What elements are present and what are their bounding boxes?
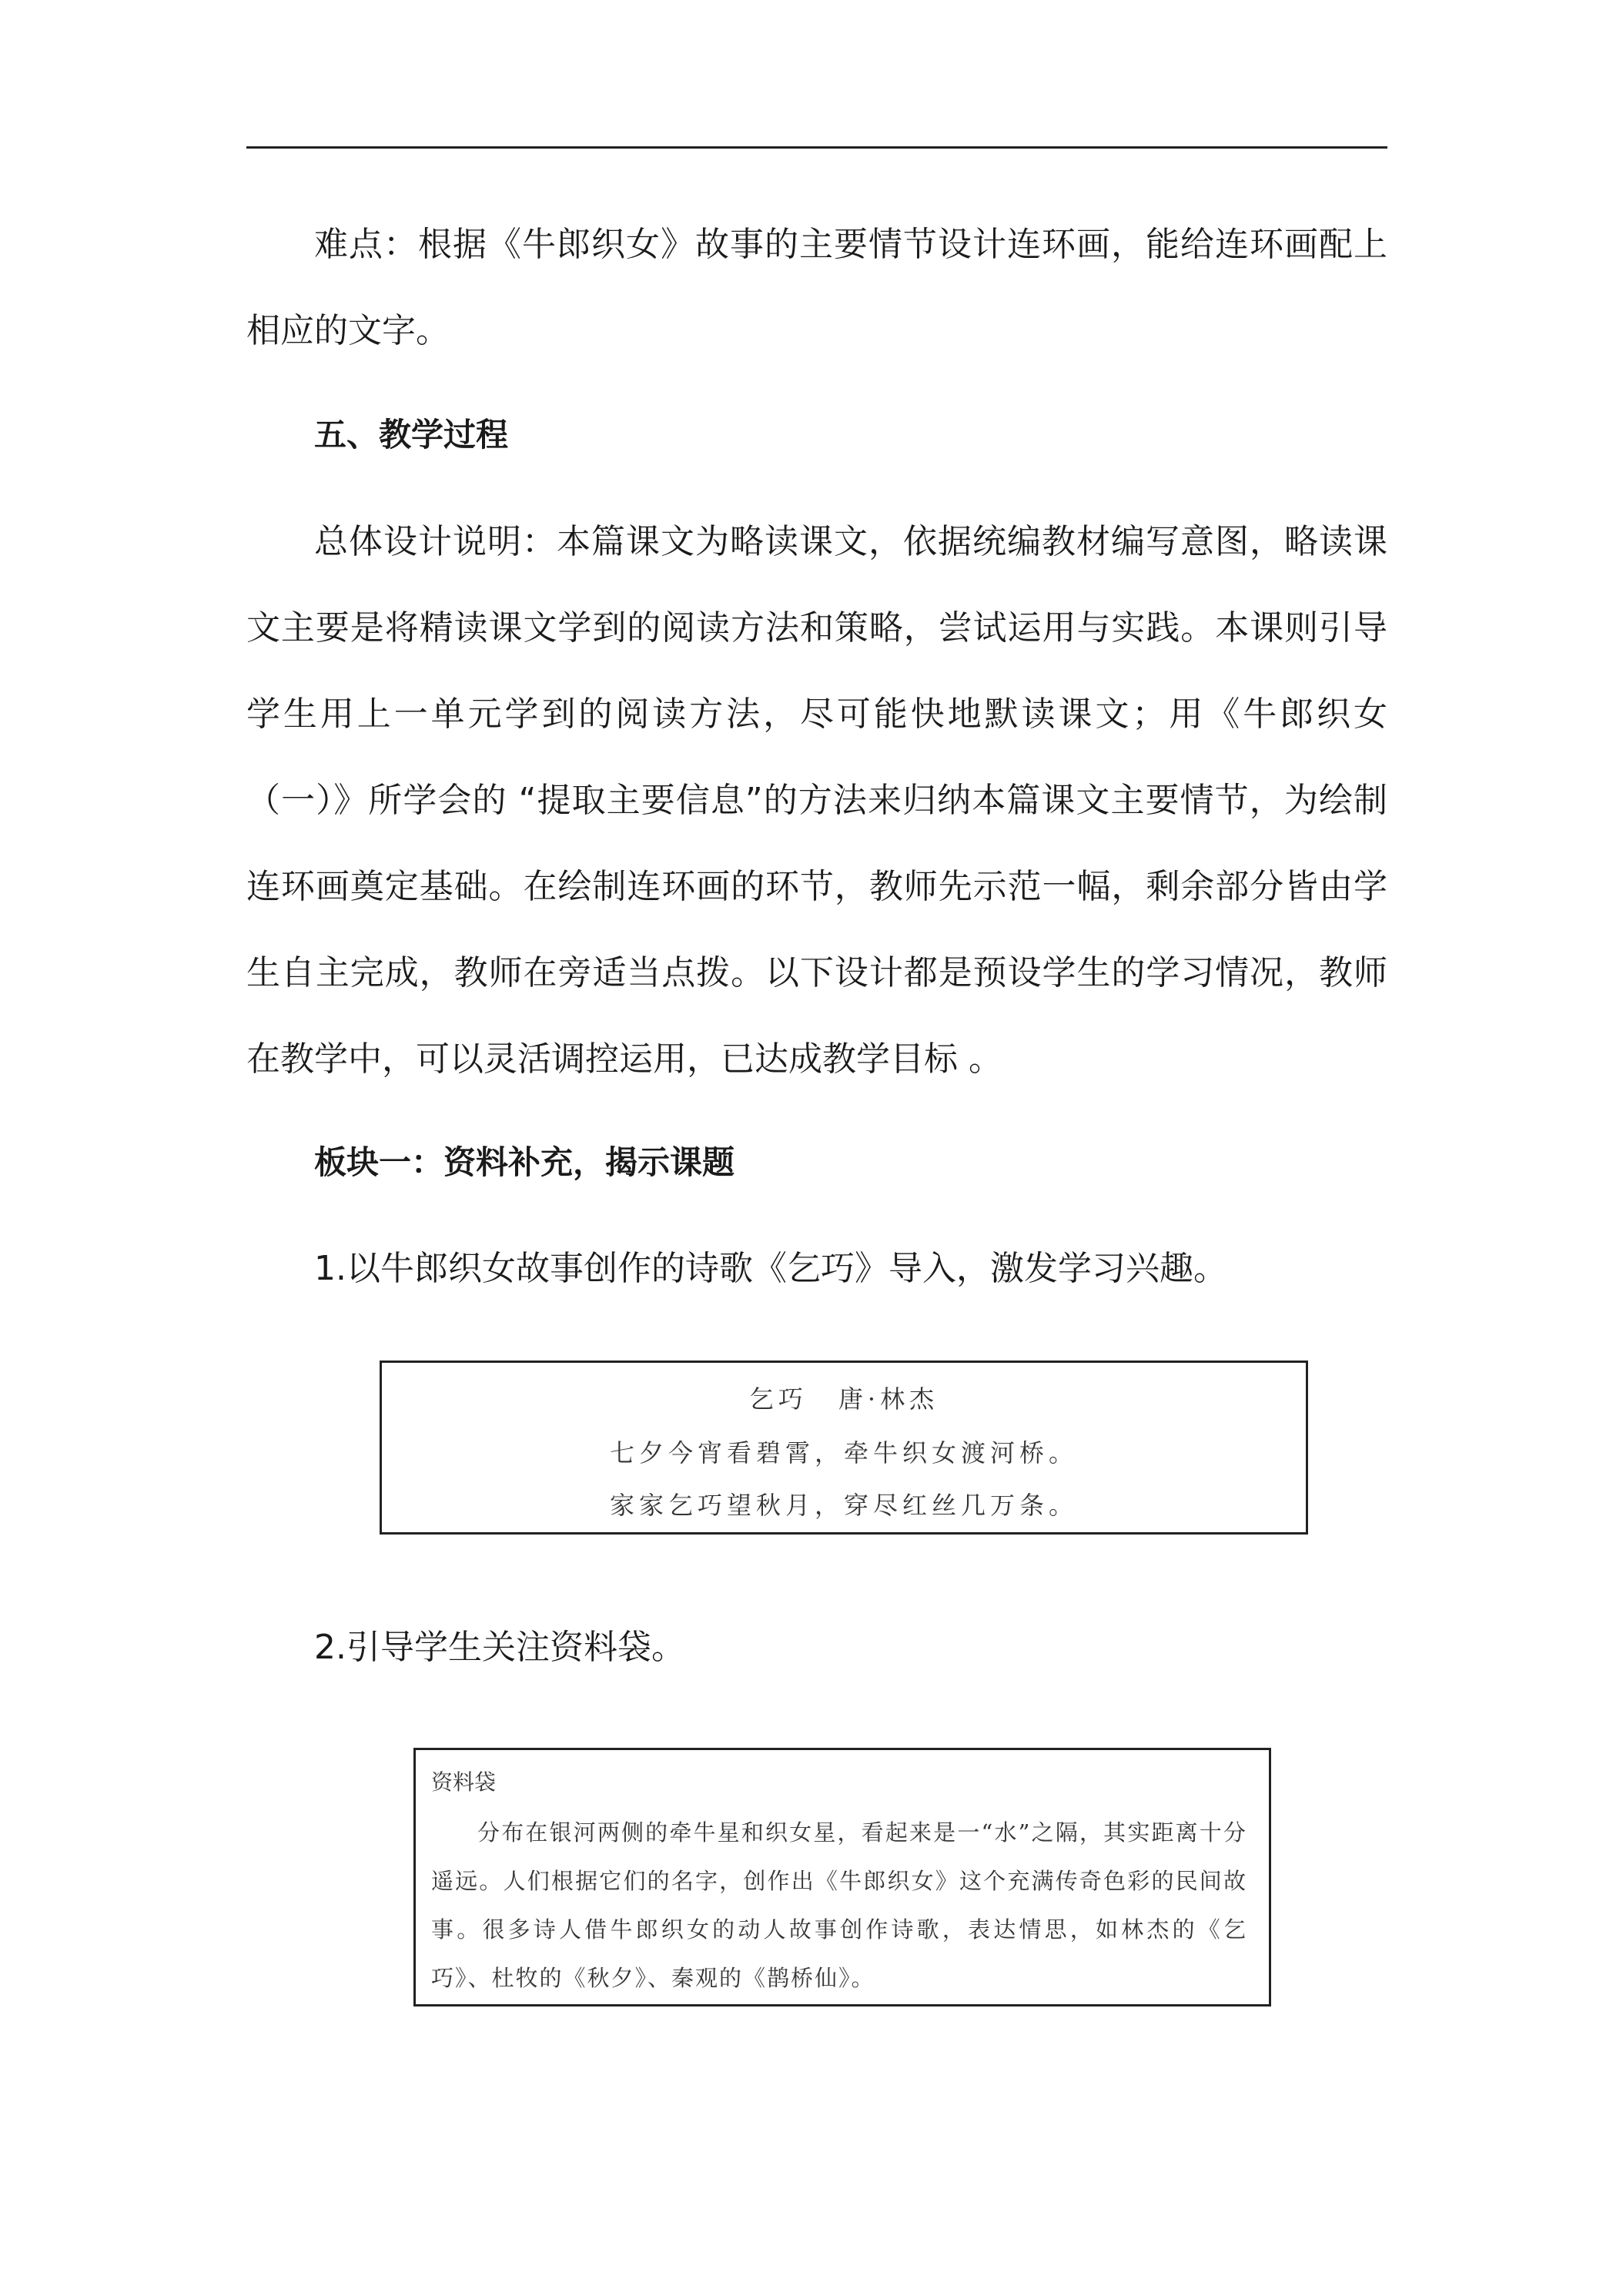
overall-design-paragraph: 总体设计说明：本篇课文为略读课文，依据统编教材编写意图，略读课文主要是将精读课文学到的阅读方法和策略，尝试运用与实践。本课则引导学生用上一单元学到的阅读方法，尽可能快地默读课文；用《牛郎织女（一）》所学会的 “提取主要信息”的方法来归纳本篇课文主要情节，为绘制连环画奠定基础。在绘制连环画的环节，教师先示范一幅，剩余部分皆由学生自主完成，教师在旁适当点拨。以下设计都是预设学生的学习情况，教师在教学中，可以灵活调控运用，已达成教学目标 。 — [246, 522, 1387, 1079]
poem-author: 唐·林杰 — [838, 1384, 939, 1414]
poem-title-line — [382, 1380, 1306, 1415]
poem-line-1: 七夕今宵看碧霄，牵牛织女渡河桥。 — [609, 1438, 1078, 1468]
item-one: 1.以牛郎织女故事创作的诗歌《乞巧》导入，激发学习兴趣。 — [314, 1249, 1227, 1288]
poem-box — [380, 1361, 1308, 1535]
info-box-title: 资料袋 — [431, 1769, 497, 1795]
info-box-body: 分布在银河两侧的牵牛星和织女星，看起来是一“水”之隔，其实距离十分遥远。人们根据它们的名字，创作出《牛郎织女》这个充满传奇色彩的民间故事。很多诗人借牛郎织女的动人故事创作诗歌，表达情思，如林杰的《乞巧》、杜牧的《秋夕》、秦观的《鹊桥仙》。 — [431, 1819, 1247, 1991]
poem-title: 乞巧 — [748, 1384, 808, 1414]
poem-line-2: 家家乞巧望秋月，穿尽红丝几万条。 — [609, 1491, 1078, 1520]
block-one-heading: 板块一：资料补充，揭示课题 — [314, 1143, 735, 1181]
section-heading-teaching-process: 五、教学过程 — [314, 416, 509, 454]
header-rule — [246, 146, 1387, 149]
info-box — [413, 1748, 1271, 2006]
item-two: 2.引导学生关注资料袋。 — [314, 1628, 685, 1667]
difficulty-paragraph: 难点：根据《牛郎织女》故事的主要情节设计连环画，能给连环画配上相应的文字。 — [246, 225, 1387, 350]
